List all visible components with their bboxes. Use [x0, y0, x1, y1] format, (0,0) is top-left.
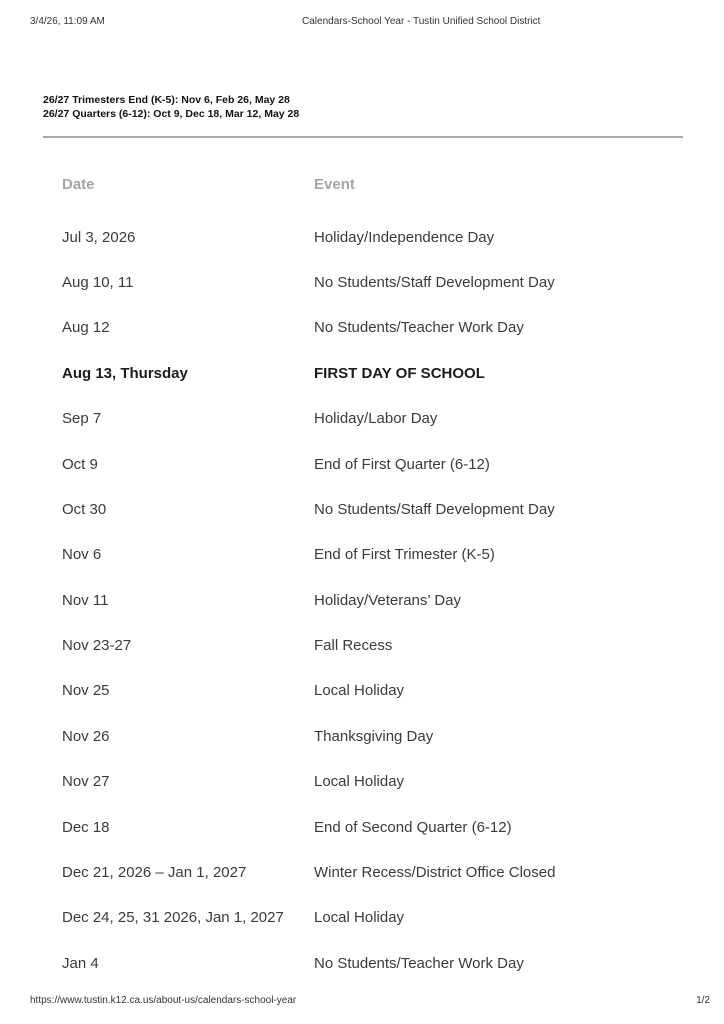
table-row [62, 895, 624, 940]
event-date: Nov 11 [62, 591, 109, 609]
event-date: Aug 12 [62, 319, 110, 337]
table-row [62, 214, 624, 259]
event-date: Oct 30 [62, 500, 107, 518]
event-date: Aug 13, Thursday [62, 364, 188, 382]
table-header-row [62, 177, 624, 193]
event-name: Local Holiday [314, 682, 405, 700]
event-date: Dec 21, 2026 – Jan 1, 2027 [62, 864, 247, 882]
event-name: Local Holiday [314, 909, 405, 927]
event-name: Winter Recess/District Office Closed [314, 864, 556, 882]
event-name: No Students/Teacher Work Day [314, 954, 524, 972]
event-date: Oct 9 [62, 455, 98, 473]
table-row [62, 623, 624, 668]
event-name: Holiday/Independence Day [314, 228, 495, 246]
event-name: Holiday/Veterans’ Day [314, 591, 462, 609]
school-year-events-table [62, 177, 624, 986]
table-row [62, 351, 624, 396]
event-date: Jan 4 [62, 954, 99, 972]
table-body [62, 214, 624, 986]
event-date: Sep 7 [62, 410, 102, 428]
table-row [62, 850, 624, 895]
print-timestamp: 3/4/26, 11:09 AM [30, 16, 105, 27]
event-column-header: Event [314, 176, 355, 193]
document-title: Calendars-School Year - Tustin Unified School District [302, 16, 541, 27]
event-date: Jul 3, 2026 [62, 228, 136, 246]
event-name: End of Second Quarter (6-12) [314, 818, 512, 836]
table-row [62, 804, 624, 849]
event-name: End of First Quarter (6-12) [314, 455, 490, 473]
event-date: Nov 23-27 [62, 637, 132, 655]
event-date: Nov 26 [62, 727, 110, 745]
event-name: Holiday/Labor Day [314, 410, 438, 428]
table-row [62, 668, 624, 713]
trimesters-end-line: 26/27 Trimesters End (K-5): Nov 6, Feb 26, May 28 [43, 94, 290, 106]
event-name: No Students/Staff Development Day [314, 273, 555, 291]
table-row [62, 532, 624, 577]
horizontal-rule [43, 136, 683, 138]
print-footer [30, 995, 710, 1009]
event-date: Dec 18 [62, 818, 110, 836]
date-column-header: Date [62, 176, 95, 193]
table-row [62, 396, 624, 441]
table-row [62, 441, 624, 486]
event-name: End of First Trimester (K-5) [314, 546, 495, 564]
event-date: Dec 24, 25, 31 2026, Jan 1, 2027 [62, 909, 284, 927]
print-header [30, 16, 710, 30]
event-date: Nov 27 [62, 773, 110, 791]
table-row [62, 305, 624, 350]
event-name: Fall Recess [314, 637, 393, 655]
event-name: FIRST DAY OF SCHOOL [314, 364, 485, 382]
source-url: https://www.tustin.k12.ca.us/about-us/calendars-school-year [30, 995, 297, 1006]
page-number: 1/2 [696, 995, 710, 1006]
event-date: Nov 6 [62, 546, 102, 564]
event-name: Thanksgiving Day [314, 727, 434, 745]
calendar-summary [43, 93, 299, 121]
event-name: No Students/Teacher Work Day [314, 319, 524, 337]
quarters-line: 26/27 Quarters (6-12): Oct 9, Dec 18, Mar 12, May 28 [43, 108, 300, 120]
table-row [62, 578, 624, 623]
event-date: Aug 10, 11 [62, 273, 134, 291]
event-name: Local Holiday [314, 773, 405, 791]
table-row [62, 487, 624, 532]
table-row [62, 941, 624, 986]
table-row [62, 714, 624, 759]
table-row [62, 759, 624, 804]
table-row [62, 260, 624, 305]
event-name: No Students/Staff Development Day [314, 500, 555, 518]
event-date: Nov 25 [62, 682, 110, 700]
